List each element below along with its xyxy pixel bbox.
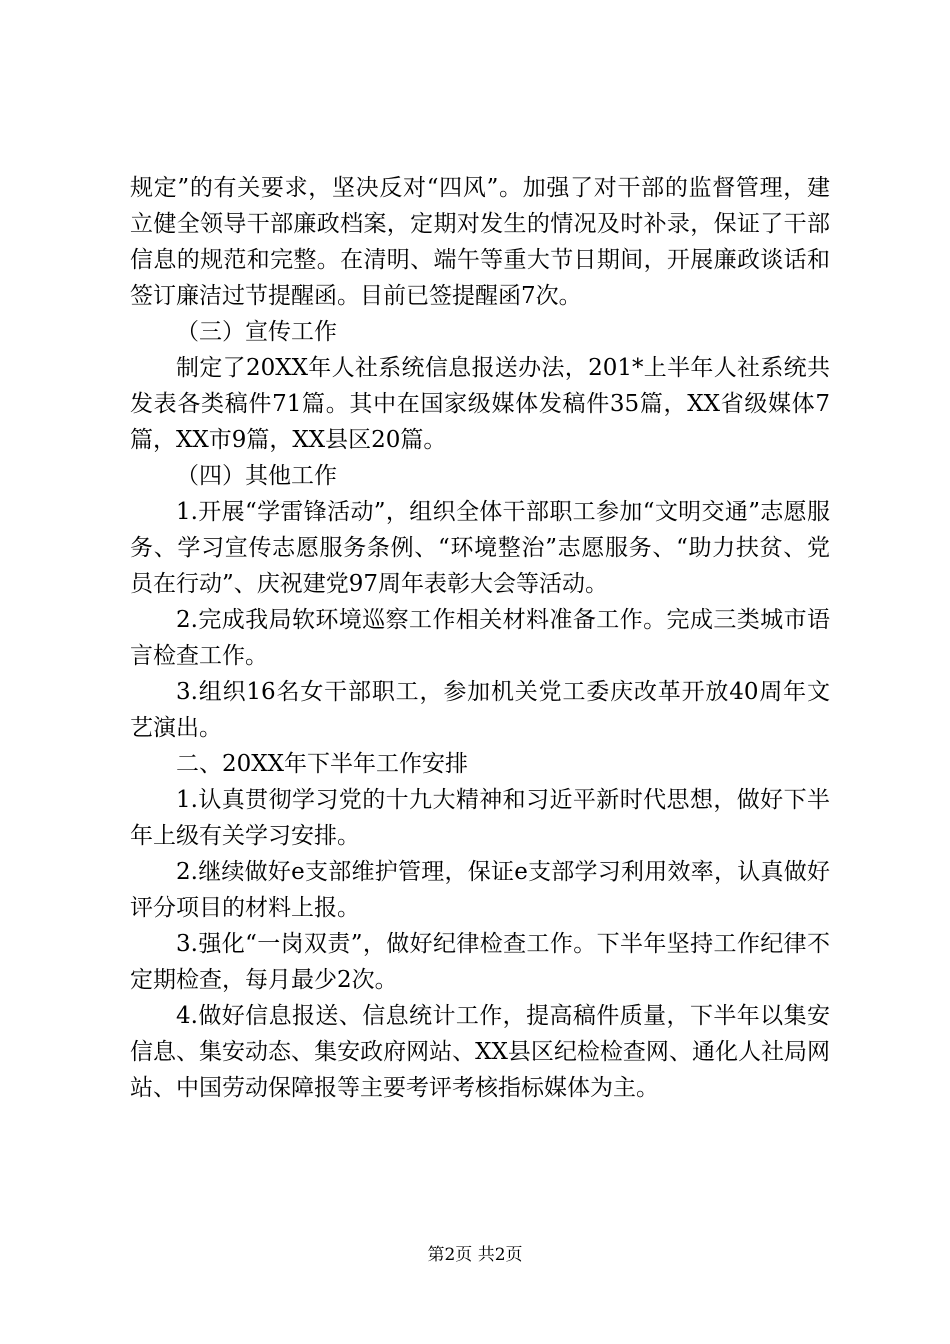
section-heading-second-half-plan: 二、20XX年下半年工作安排 xyxy=(176,751,469,777)
paragraph-other-work-1: 1.开展“学雷锋活动”，组织全体干部职工参加“文明交通”志愿服务、学习宣传志愿服务条例、“环境整治”志愿服务、“助力扶贫、党员在行动”、庆祝建党97周年表彰大会等活动。 xyxy=(130,499,830,597)
paragraph-plan-1: 1.认真贯彻学习党的十九大精神和习近平新时代思想，做好下半年上级有关学习安排。 xyxy=(130,787,830,849)
section-heading-publicity: （三）宣传工作 xyxy=(176,319,337,345)
paragraph-plan-4: 4.做好信息报送、信息统计工作，提高稿件质量，下半年以集安信息、集安动态、集安政府网站、XX县区纪检检查网、通化人社局网站、中国劳动保障报等主要考评考核指标媒体为主。 xyxy=(130,1003,830,1101)
paragraph-plan-3: 3.强化“一岗双责”，做好纪律检查工作。下半年坚持工作纪律不定期检查，每月最少2次。 xyxy=(130,931,830,993)
paragraph-other-work-2: 2.完成我局软环境巡察工作相关材料准备工作。完成三类城市语言检查工作。 xyxy=(130,607,830,669)
page-footer xyxy=(0,1244,950,1266)
paragraph-supervision: 规定”的有关要求，坚决反对“四风”。加强了对干部的监督管理，建立健全领导干部廉政档案，定期对发生的情况及时补录，保证了干部信息的规范和完整。在清明、端午等重大节日期间，开展廉政谈话和签订廉洁过节提醒函。目前已签提醒函7次。 xyxy=(130,175,830,309)
paragraph-plan-2: 2.继续做好e支部维护管理，保证e支部学习利用效率，认真做好评分项目的材料上报。 xyxy=(130,859,830,921)
document-body xyxy=(130,170,830,1106)
paragraph-other-work-3: 3.组织16名女干部职工，参加机关党工委庆改革开放40周年文艺演出。 xyxy=(130,679,830,741)
page-number-label: 第2页 共2页 xyxy=(427,1245,523,1265)
paragraph-publicity: 制定了20XX年人社系统信息报送办法，201*上半年人社系统共发表各类稿件71篇。其中在国家级媒体发稿件35篇，XX省级媒体7篇，XX市9篇，XX县区20篇。 xyxy=(130,355,830,453)
section-heading-other-work: （四）其他工作 xyxy=(176,463,337,489)
